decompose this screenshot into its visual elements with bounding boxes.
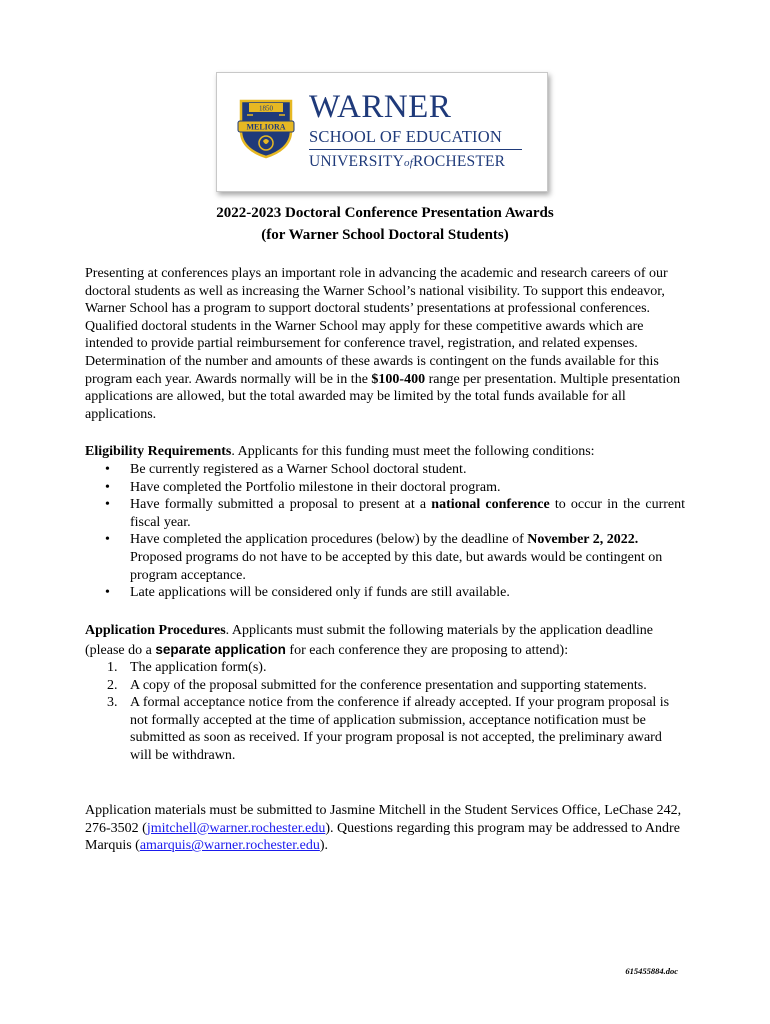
email-link-jmitchell[interactable]: jmitchell@warner.rochester.edu <box>146 820 326 836</box>
list-item: 2. A copy of the proposal submitted for the conference presentation and supporting statements. <box>107 677 647 693</box>
list-item: • Have formally submitted a proposal to present at a national conference to occur in the current fiscal year. <box>105 497 686 530</box>
document-code: 615455884.doc <box>625 966 678 976</box>
eligibility-intro: Eligibility Requirements. Applicants for this funding must meet the following conditions: <box>85 444 595 459</box>
logo-university: UNIVERSITYofROCHESTER <box>309 153 506 170</box>
contact-paragraph: Application materials must be submitted to Jasmine Mitchell in the Student Services Office, LeChase 242, 276-3502 (jmitchell@warner.rochester.edu). Questions regarding this program may be addressed to Andre Marquis (amarquis@warner.rochester.edu). <box>85 803 682 854</box>
procedures-list <box>85 659 685 765</box>
eligibility-heading: Eligibility Requirements <box>85 444 232 459</box>
university-seal-icon <box>237 97 295 159</box>
email-link-amarquis[interactable]: amarquis@warner.rochester.edu <box>139 838 320 854</box>
logo-divider <box>309 149 522 150</box>
bullet-icon: • <box>105 462 110 477</box>
intro-paragraph: Presenting at conferences plays an important role in advancing the academic and research careers of our doctoral students as well as increasing the Warner School’s national visibility. To support this endeavor, Warner School has a program to support doctoral students’ presentations at professional conferences. Qualified doctoral students in the Warner School may apply for these competitive awards which are intended to provide partial reimbursement for conference travel, registration, and related expenses. Determination of the number and amounts of these awards is contingent on the funds available for this program each year. Awards normally will be in the $100-400 range per presentation. Multiple presentation applications are allowed, but the total awarded may be limited by the total funds available for all applications. <box>85 266 681 422</box>
page-subtitle: (for Warner School Doctoral Students) <box>261 227 509 243</box>
logo-school-of-education: SCHOOL OF EDUCATION <box>309 127 502 146</box>
list-item: • Have completed the application procedures (below) by the deadline of November 2, 2022. Proposed programs do not have to be accepted by this date, but awards would be contingent on program acceptance. <box>105 532 663 583</box>
procedures-heading: Application Procedures <box>85 623 226 638</box>
bullet-icon: • <box>105 497 110 513</box>
list-item: 3. A formal acceptance notice from the conference if already accepted. If your program proposal is not formally accepted at the time of application submission, acceptance notification must be submitted as soon as received. If your program proposal is not accepted, the preliminary award will be withdrawn. <box>107 695 670 763</box>
deadline-date: November 2, 2022. <box>527 532 639 548</box>
logo-wordmark <box>309 91 522 172</box>
list-item: 1. The application form(s). <box>107 660 267 675</box>
procedures-intro: Application Procedures. Applicants must submit the following materials by the application deadline (please do a separate application for each conference they are proposing to attend): <box>85 623 653 658</box>
svg-text:MELIORA: MELIORA <box>246 122 286 132</box>
list-item: • Have completed the Portfolio milestone in their doctoral program. <box>105 479 501 495</box>
page-title: 2022-2023 Doctoral Conference Presentation Awards <box>216 205 554 221</box>
logo-warner: WARNER <box>309 89 452 125</box>
list-item: • Late applications will be considered only if funds are still available. <box>105 585 510 601</box>
award-amount: $100-400 <box>371 371 426 387</box>
svg-text:1850: 1850 <box>259 104 273 113</box>
bullet-icon: • <box>105 585 110 601</box>
bullet-icon: • <box>105 479 110 495</box>
warner-logo <box>216 72 548 192</box>
list-item: • Be currently registered as a Warner School doctoral student. <box>105 462 467 477</box>
eligibility-list <box>85 461 685 602</box>
bullet-icon: • <box>105 532 110 548</box>
